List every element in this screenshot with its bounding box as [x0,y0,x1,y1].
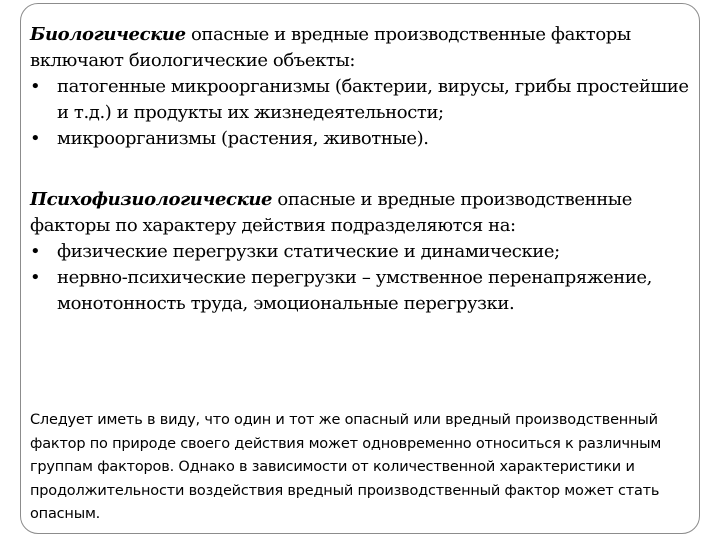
bullet-icon: • [30,267,41,288]
biological-term: Биологические [30,24,186,45]
biological-factors-section [30,22,690,152]
list-item [30,239,690,265]
bullet-icon: • [30,241,41,262]
list-item [30,74,690,126]
biological-intro-text: опасные и вредные производственные факторы включают биологические объекты: [30,24,631,71]
list-item-text: физические перегрузки статические и динамические; [57,241,560,262]
psychophysiological-intro [30,187,690,239]
slide-frame [20,3,700,534]
list-item-text: патогенные микроорганизмы (бактерии, вирусы, грибы простейшие и т.д.) и продукты их жизнедеятельности; [57,76,689,123]
bullet-icon: • [30,128,41,149]
list-item [30,265,690,317]
biological-intro [30,22,690,74]
list-item-text: микроорганизмы (растения, животные). [57,128,429,149]
psychophysiological-intro-text: опасные и вредные производственные факторы по характеру действия подразделяются на: [30,189,632,236]
psychophysiological-list [30,239,690,317]
psychophysiological-term: Психофизиологические [30,189,273,210]
psychophysiological-factors-section [30,187,690,317]
biological-list [30,74,690,152]
list-item [30,126,690,152]
bullet-icon: • [30,76,41,97]
note-paragraph: Следует иметь в виду, что один и тот же опасный или вредный производственный фактор по природе своего действия может одновременно относиться к различным группам факторов. Однако в зависимости от количественной характеристики и продолжительности воздействия вредный производственный фактор может стать опасным. [30,412,662,522]
list-item-text: нервно-психические перегрузки – умственное перенапряжение, монотонность труда, эмоциональные перегрузки. [57,267,653,314]
